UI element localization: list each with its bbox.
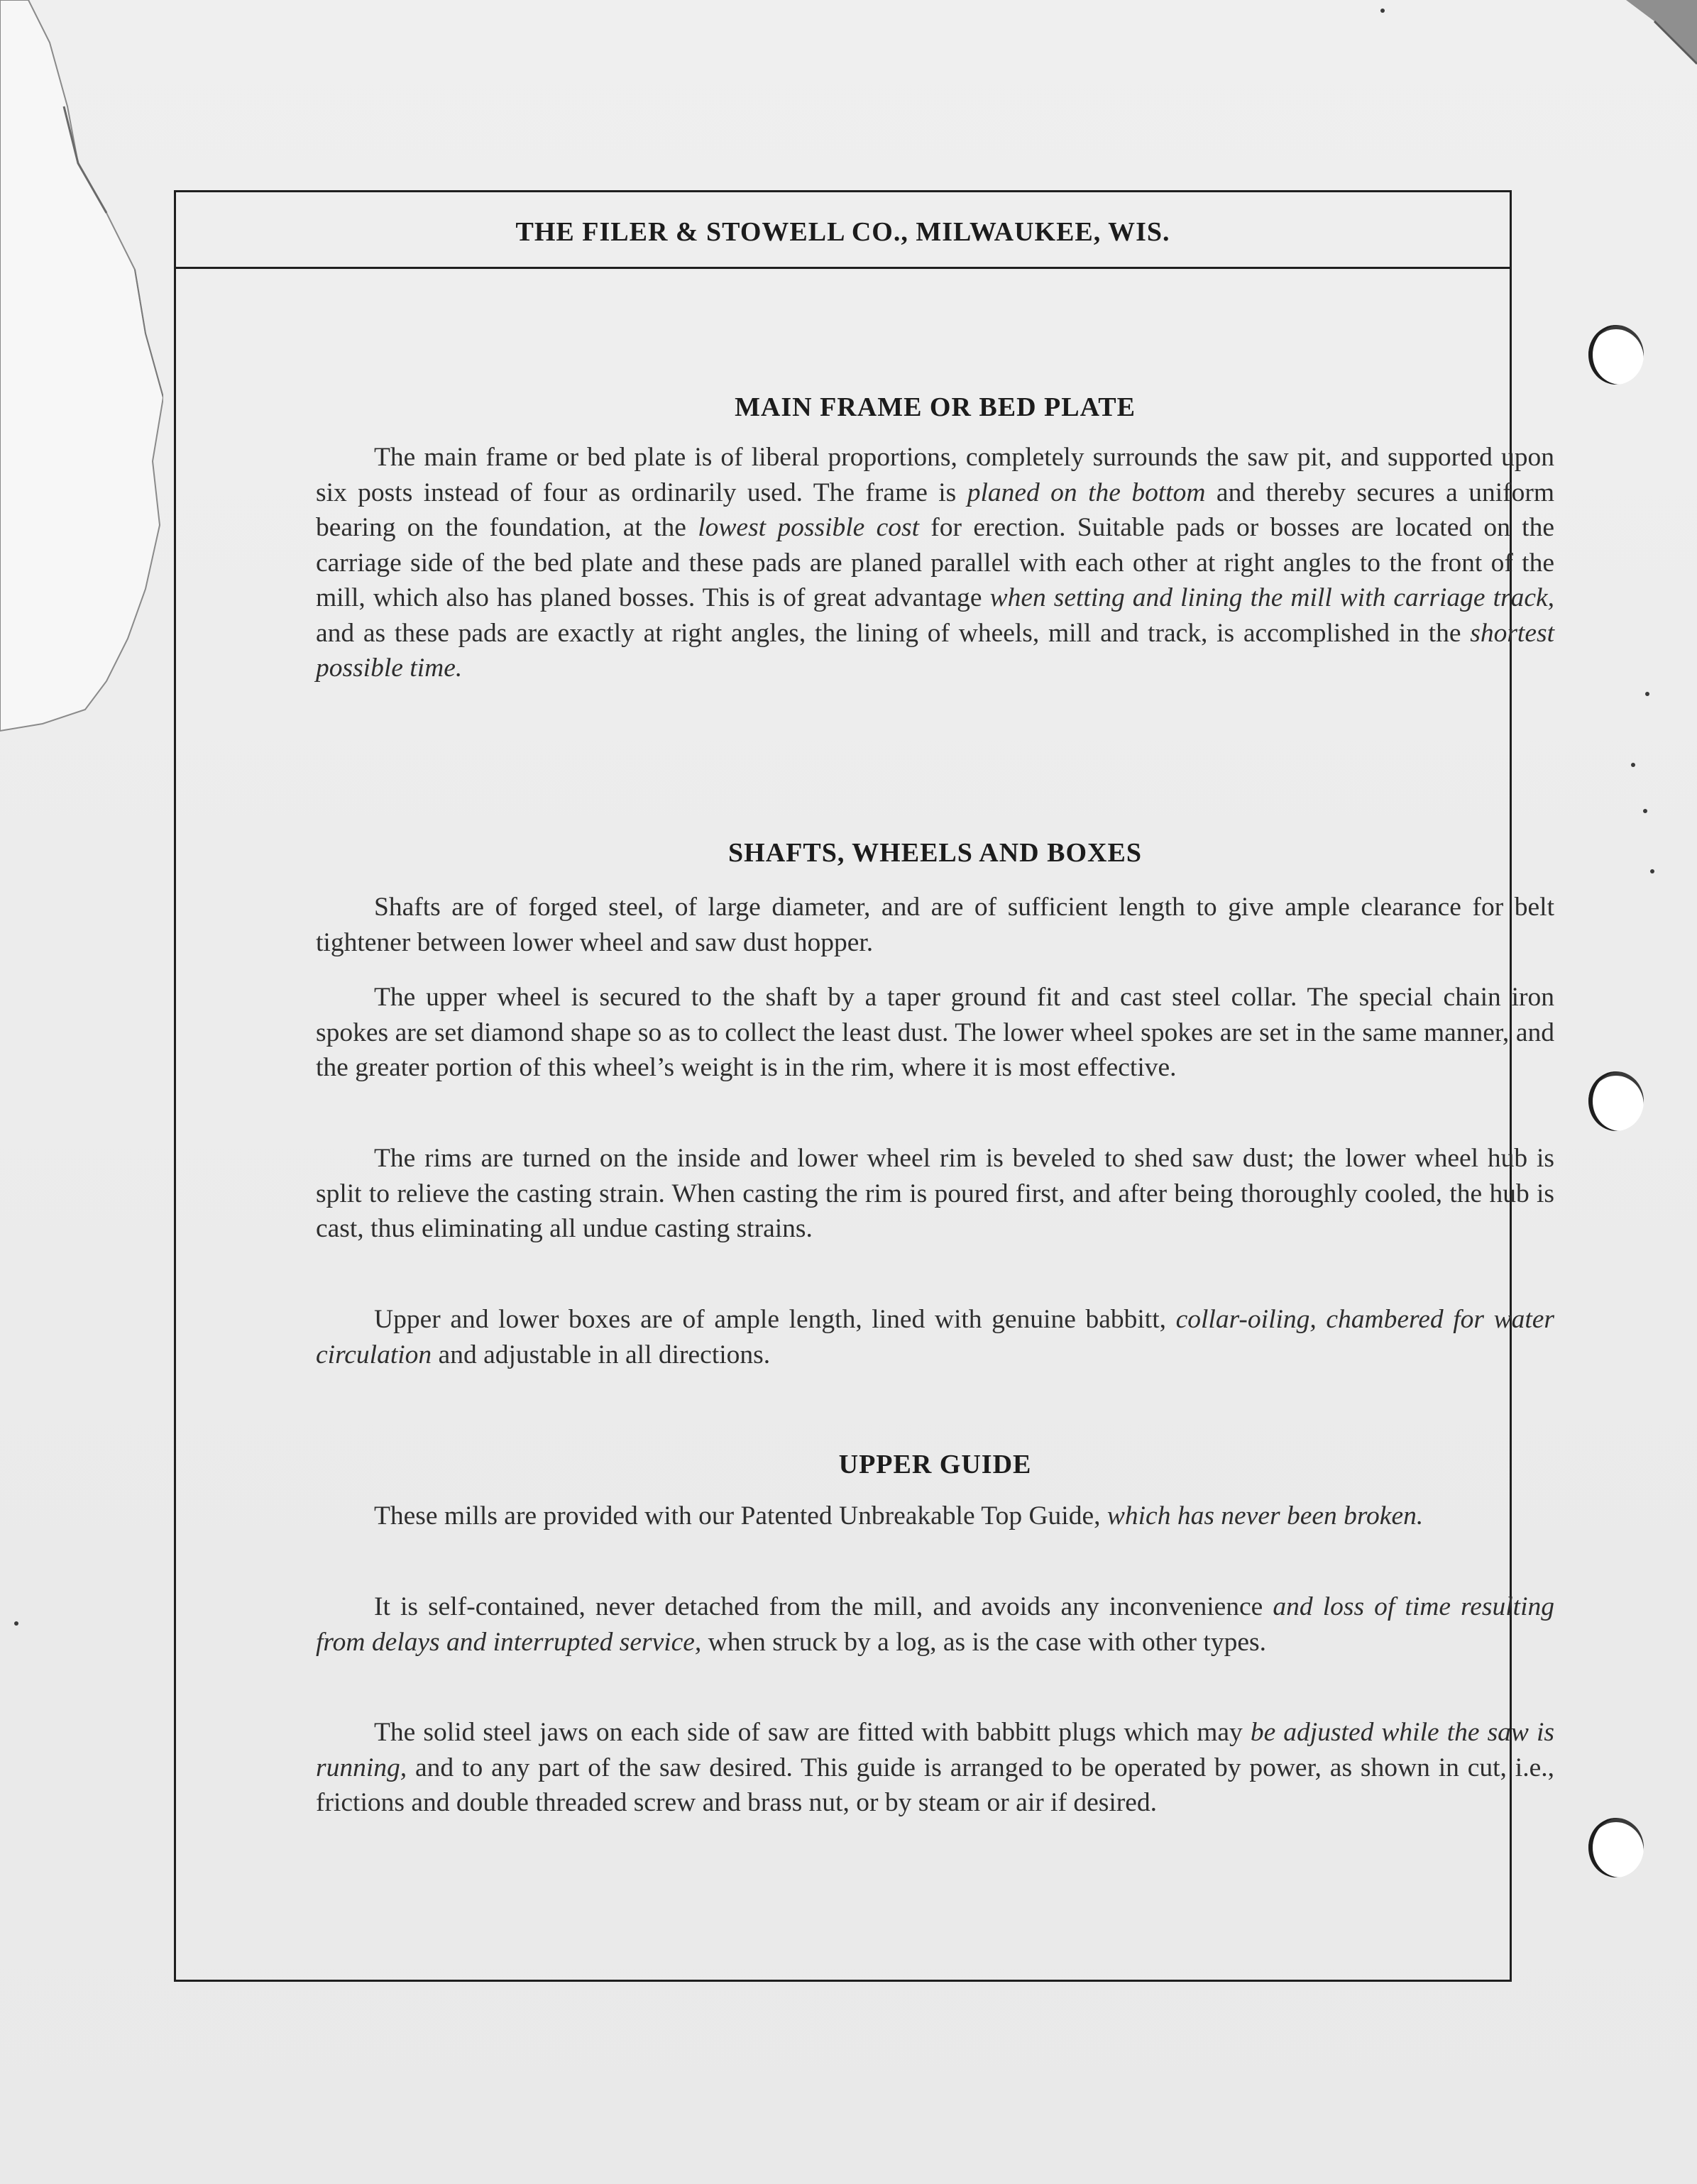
paper-speck xyxy=(1650,869,1654,873)
punch-hole-bottom xyxy=(1588,1818,1644,1877)
italic-text-run: shortest possible time. xyxy=(316,618,1554,683)
text-run: and adjustable in all directions. xyxy=(432,1340,771,1369)
torn-paper-edge xyxy=(0,0,163,2184)
section-heading-upper-guide: UPPER GUIDE xyxy=(838,1450,1032,1479)
punch-hole-middle xyxy=(1588,1071,1644,1131)
paper-speck xyxy=(1631,763,1635,767)
text-run: The solid steel jaws on each side of saw are fitted with babbitt plugs which may xyxy=(374,1718,1251,1747)
italic-text-run: which has never been broken. xyxy=(1106,1501,1424,1531)
paragraph xyxy=(316,980,1554,1086)
corner-shadow xyxy=(1612,0,1697,71)
text-run: It is self-contained, never detached from the mill, and avoids any inconvenience xyxy=(374,1592,1273,1621)
paragraph xyxy=(316,1589,1554,1660)
text-run: These mills are provided with our Patented Unbreakable Top Guide, xyxy=(374,1501,1107,1531)
paper-speck xyxy=(1643,809,1647,813)
paper-speck xyxy=(14,1621,18,1626)
italic-text-run: and loss of time resulting from delays and interrupted service, xyxy=(316,1592,1554,1657)
paper-speck xyxy=(1645,692,1649,696)
text-run: The upper wheel is secured to the shaft by a taper ground fit and cast steel collar. The special chain iron spokes are set diamond shape so as to collect the least dust. The lower wheel spokes are set in the same manner, and the greater portion of this wheel’s weight is in the rim, where it is most effective. xyxy=(316,983,1554,1082)
italic-text-run: lowest possible cost xyxy=(698,513,920,542)
text-run: Upper and lower boxes are of ample length, lined with genuine babbitt, xyxy=(374,1305,1176,1334)
punch-hole-top xyxy=(1588,325,1644,385)
paragraph xyxy=(316,440,1554,686)
italic-text-run: be adjusted while the saw is running, xyxy=(316,1718,1554,1782)
paragraph xyxy=(316,1141,1554,1247)
paragraph xyxy=(316,890,1554,960)
text-run: and to any part of the saw desired. This guide is arranged to be operated by power, as shown in cut, i.e., frictions and double threaded screw and brass nut, or by steam or air if desired. xyxy=(316,1753,1554,1817)
section-heading-shafts: SHAFTS, WHEELS AND BOXES xyxy=(728,838,1142,868)
text-run: The rims are turned on the inside and lower wheel rim is beveled to shed saw dust; the lower wheel hub is split to relieve the casting strain. When casting the rim is poured first, and after being thoroughly cooled, the hub is cast, thus eliminating all undue casting strains. xyxy=(316,1144,1554,1243)
section-heading-main-frame: MAIN FRAME OR BED PLATE xyxy=(735,392,1136,422)
italic-text-run: planed on the bottom xyxy=(967,478,1206,507)
text-run: and thereby secures a uniform bearing on the foundation, at the xyxy=(316,478,1555,542)
paragraph xyxy=(316,1302,1554,1372)
text-run: for erection. Suitable pads or bosses are located on the carriage side of the bed plate and these pads are planed parallel with each other at right angles to the front of the mill, which also has planed bosses. This is of great advantage xyxy=(316,513,1554,612)
page-header xyxy=(176,192,1510,269)
text-run: and as these pads are exactly at right angles, the lining of wheels, mill and track, is accomplished in the xyxy=(316,618,1471,648)
text-run: when struck by a log, as is the case with other types. xyxy=(701,1627,1266,1657)
header-title: THE FILER & STOWELL CO., MILWAUKEE, WIS. xyxy=(515,217,1170,247)
text-run: The main frame or bed plate is of liberal proportions, completely surrounds the saw pit, and supported upon six posts instead of four as ordinarily used. The frame is xyxy=(316,443,1554,507)
paragraph xyxy=(316,1715,1554,1821)
italic-text-run: collar-oiling, chambered for water circulation xyxy=(316,1305,1555,1369)
paper-speck xyxy=(1380,9,1385,13)
text-run: Shafts are of forged steel, of large diameter, and are of sufficient length to give ample clearance for belt tightener between lower wheel and saw dust hopper. xyxy=(316,893,1554,957)
italic-text-run: when setting and lining the mill with carriage track, xyxy=(989,583,1554,612)
paragraph xyxy=(316,1499,1554,1534)
